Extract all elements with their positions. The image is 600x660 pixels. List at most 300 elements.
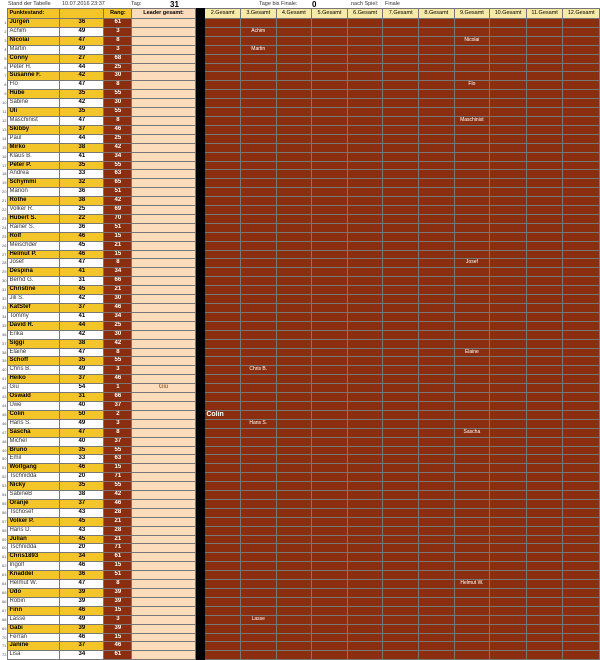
gesamt-cell[interactable] [526, 99, 562, 108]
leader-cell[interactable] [132, 259, 195, 268]
gesamt-cell[interactable] [454, 491, 490, 500]
player-rank[interactable]: 21 [104, 535, 132, 544]
gesamt-cell[interactable] [490, 304, 527, 313]
gesamt-cell[interactable] [418, 366, 454, 375]
player-name[interactable]: Hans S. [8, 419, 60, 428]
player-points[interactable]: 45 [60, 241, 104, 250]
gesamt-cell[interactable] [347, 473, 383, 482]
gesamt-cell[interactable] [418, 206, 454, 215]
gesamt-cell[interactable] [418, 624, 454, 633]
gesamt-cell[interactable] [347, 161, 383, 170]
gesamt-cell[interactable] [454, 304, 490, 313]
gesamt-cell[interactable] [454, 544, 490, 553]
player-points[interactable]: 34 [60, 651, 104, 660]
gesamt-cell[interactable] [418, 526, 454, 535]
gesamt-cell[interactable] [563, 597, 600, 606]
gesamt-cell[interactable] [383, 72, 419, 81]
leader-cell[interactable] [132, 19, 195, 28]
gesamt-cell[interactable] [205, 179, 241, 188]
gesamt-cell[interactable] [276, 508, 312, 517]
player-rank[interactable]: 25 [104, 134, 132, 143]
gesamt-cell[interactable] [312, 491, 348, 500]
gesamt-cell[interactable] [276, 108, 312, 117]
player-name[interactable]: Colin [8, 410, 60, 419]
gesamt-cell[interactable] [312, 348, 348, 357]
gesamt-cell[interactable] [205, 330, 241, 339]
gesamt-cell[interactable] [276, 491, 312, 500]
gesamt-cell[interactable] [383, 642, 419, 651]
gesamt-cell[interactable]: Flo [454, 81, 490, 90]
gesamt-cell[interactable] [383, 197, 419, 206]
gesamt-cell[interactable] [418, 179, 454, 188]
player-points[interactable]: 38 [60, 143, 104, 152]
gesamt-cell[interactable] [240, 491, 276, 500]
gesamt-cell[interactable] [276, 633, 312, 642]
gesamt-cell[interactable] [383, 27, 419, 36]
gesamt-cell[interactable] [526, 589, 562, 598]
gesamt-cell[interactable] [454, 606, 490, 615]
player-points[interactable]: 33 [60, 455, 104, 464]
gesamt-cell[interactable] [347, 535, 383, 544]
player-rank[interactable]: 42 [104, 143, 132, 152]
player-points[interactable]: 46 [60, 232, 104, 241]
gesamt-cell[interactable] [383, 597, 419, 606]
player-name[interactable]: Schymmi [8, 179, 60, 188]
gesamt-cell[interactable] [276, 401, 312, 410]
leader-cell[interactable] [132, 268, 195, 277]
gesamt-cell[interactable] [347, 312, 383, 321]
gesamt-cell[interactable] [205, 143, 241, 152]
gesamt-cell[interactable] [347, 223, 383, 232]
player-points[interactable]: 46 [60, 606, 104, 615]
gesamt-cell[interactable] [490, 642, 527, 651]
leader-cell[interactable] [132, 321, 195, 330]
gesamt-cell[interactable] [563, 268, 600, 277]
gesamt-cell[interactable] [276, 553, 312, 562]
gesamt-cell[interactable] [563, 45, 600, 54]
gesamt-cell[interactable] [383, 321, 419, 330]
gesamt-cell[interactable] [418, 428, 454, 437]
gesamt-cell[interactable] [347, 366, 383, 375]
gesamt-cell[interactable] [454, 597, 490, 606]
gesamt-cell[interactable] [383, 499, 419, 508]
player-points[interactable]: 35 [60, 357, 104, 366]
gesamt-cell[interactable] [205, 455, 241, 464]
gesamt-cell[interactable] [563, 241, 600, 250]
gesamt-cell[interactable] [563, 259, 600, 268]
gesamt-cell[interactable] [563, 19, 600, 28]
gesamt-cell[interactable] [383, 580, 419, 589]
leader-cell[interactable] [132, 304, 195, 313]
gesamt-cell[interactable] [490, 108, 527, 117]
player-rank[interactable]: 70 [104, 214, 132, 223]
player-points[interactable]: 45 [60, 535, 104, 544]
player-name[interactable]: Achim [8, 27, 60, 36]
player-points[interactable]: 43 [60, 526, 104, 535]
gesamt-cell[interactable] [490, 116, 527, 125]
gesamt-cell[interactable] [276, 499, 312, 508]
player-points[interactable]: 36 [60, 571, 104, 580]
gesamt-cell[interactable] [205, 428, 241, 437]
gesamt-cell[interactable] [526, 54, 562, 63]
player-points[interactable]: 31 [60, 277, 104, 286]
gesamt-cell[interactable] [454, 90, 490, 99]
gesamt-cell[interactable] [490, 223, 527, 232]
leader-cell[interactable] [132, 214, 195, 223]
gesamt-cell[interactable] [312, 606, 348, 615]
player-name[interactable]: Marion [8, 188, 60, 197]
gesamt-cell[interactable] [526, 410, 562, 419]
gesamt-cell[interactable] [205, 482, 241, 491]
gesamt-cell[interactable] [454, 197, 490, 206]
player-points[interactable]: 37 [60, 304, 104, 313]
gesamt-cell[interactable] [205, 90, 241, 99]
gesamt-cell[interactable] [312, 535, 348, 544]
gesamt-cell[interactable] [490, 90, 527, 99]
gesamt-cell[interactable] [418, 419, 454, 428]
gesamt-cell[interactable] [454, 206, 490, 215]
leader-cell[interactable] [132, 562, 195, 571]
leader-cell[interactable] [132, 161, 195, 170]
gesamt-cell[interactable] [418, 268, 454, 277]
leader-cell[interactable] [132, 348, 195, 357]
gesamt-cell[interactable] [347, 99, 383, 108]
gesamt-cell[interactable] [490, 508, 527, 517]
gesamt-cell[interactable] [563, 455, 600, 464]
gesamt-cell[interactable] [276, 624, 312, 633]
gesamt-cell[interactable] [205, 108, 241, 117]
gesamt-cell[interactable] [276, 366, 312, 375]
gesamt-cell[interactable] [526, 446, 562, 455]
gesamt-cell[interactable] [205, 615, 241, 624]
gesamt-cell[interactable] [418, 330, 454, 339]
player-name[interactable]: Bernd G. [8, 277, 60, 286]
leader-cell[interactable] [132, 393, 195, 402]
gesamt-cell[interactable] [526, 197, 562, 206]
gesamt-cell[interactable] [563, 633, 600, 642]
gesamt-cell[interactable] [418, 464, 454, 473]
player-name[interactable]: Oswald [8, 393, 60, 402]
gesamt-cell[interactable] [347, 72, 383, 81]
player-points[interactable]: 46 [60, 633, 104, 642]
gesamt-cell[interactable] [454, 553, 490, 562]
gesamt-cell[interactable] [276, 615, 312, 624]
leader-cell[interactable] [132, 482, 195, 491]
gesamt-cell[interactable] [347, 401, 383, 410]
gesamt-cell[interactable] [347, 455, 383, 464]
player-rank[interactable]: 3 [104, 45, 132, 54]
player-points[interactable]: 31 [60, 393, 104, 402]
gesamt-cell[interactable] [240, 348, 276, 357]
gesamt-cell[interactable] [240, 624, 276, 633]
gesamt-cell[interactable] [312, 99, 348, 108]
gesamt-cell[interactable] [490, 206, 527, 215]
gesamt-cell[interactable] [490, 295, 527, 304]
gesamt-cell[interactable] [312, 473, 348, 482]
gesamt-cell[interactable] [240, 241, 276, 250]
gesamt-cell[interactable] [490, 188, 527, 197]
gesamt-cell[interactable] [526, 535, 562, 544]
player-rank[interactable]: 68 [104, 54, 132, 63]
gesamt-cell[interactable] [526, 268, 562, 277]
gesamt-cell[interactable] [454, 366, 490, 375]
gesamt-cell[interactable] [205, 366, 241, 375]
gesamt-cell[interactable] [312, 553, 348, 562]
gesamt-cell[interactable] [312, 339, 348, 348]
gesamt-cell[interactable] [205, 553, 241, 562]
gesamt-cell[interactable] [205, 223, 241, 232]
gesamt-cell[interactable] [454, 330, 490, 339]
gesamt-cell[interactable] [205, 606, 241, 615]
gesamt-cell[interactable] [312, 384, 348, 393]
gesamt-cell[interactable] [312, 27, 348, 36]
leader-cell[interactable] [132, 134, 195, 143]
gesamt-cell[interactable] [563, 250, 600, 259]
gesamt-cell[interactable] [347, 116, 383, 125]
gesamt-cell[interactable] [563, 36, 600, 45]
gesamt-cell[interactable] [383, 553, 419, 562]
gesamt-cell[interactable] [454, 615, 490, 624]
gesamt-cell[interactable] [526, 633, 562, 642]
gesamt-cell[interactable] [347, 562, 383, 571]
player-name[interactable]: Elaine [8, 348, 60, 357]
gesamt-cell[interactable] [383, 179, 419, 188]
gesamt-cell[interactable] [383, 45, 419, 54]
player-rank[interactable]: 34 [104, 268, 132, 277]
gesamt-cell[interactable] [276, 464, 312, 473]
gesamt-cell[interactable] [240, 401, 276, 410]
gesamt-cell[interactable] [563, 606, 600, 615]
gesamt-cell[interactable] [240, 357, 276, 366]
gesamt-cell[interactable] [383, 250, 419, 259]
player-name[interactable]: Peter H. [8, 63, 60, 72]
player-name[interactable]: Chris B. [8, 366, 60, 375]
gesamt-cell[interactable] [563, 589, 600, 598]
gesamt-cell[interactable] [312, 571, 348, 580]
player-rank[interactable]: 34 [104, 152, 132, 161]
gesamt-cell[interactable] [240, 508, 276, 517]
gesamt-cell[interactable] [526, 250, 562, 259]
gesamt-cell[interactable] [418, 81, 454, 90]
player-rank[interactable]: 34 [104, 312, 132, 321]
gesamt-cell[interactable] [205, 197, 241, 206]
gesamt-cell[interactable] [490, 161, 527, 170]
gesamt-cell[interactable] [383, 134, 419, 143]
gesamt-cell[interactable] [312, 330, 348, 339]
gesamt-cell[interactable] [383, 633, 419, 642]
gesamt-cell[interactable] [347, 241, 383, 250]
gesamt-cell[interactable] [526, 464, 562, 473]
gesamt-cell[interactable] [383, 268, 419, 277]
gesamt-cell[interactable] [526, 419, 562, 428]
gesamt-cell[interactable] [526, 108, 562, 117]
gesamt-cell[interactable] [205, 491, 241, 500]
player-rank[interactable]: 8 [104, 580, 132, 589]
gesamt-cell[interactable] [205, 473, 241, 482]
gesamt-cell[interactable] [312, 170, 348, 179]
gesamt-cell[interactable] [312, 63, 348, 72]
gesamt-cell[interactable] [347, 375, 383, 384]
gesamt-cell[interactable] [312, 357, 348, 366]
gesamt-cell[interactable] [205, 312, 241, 321]
gesamt-cell[interactable] [490, 401, 527, 410]
gesamt-cell[interactable] [490, 45, 527, 54]
gesamt-cell[interactable] [276, 72, 312, 81]
player-name[interactable]: Mirko [8, 143, 60, 152]
gesamt-cell[interactable] [563, 517, 600, 526]
player-rank[interactable]: 15 [104, 250, 132, 259]
player-name[interactable]: Christine [8, 286, 60, 295]
gesamt-cell[interactable] [490, 36, 527, 45]
gesamt-cell[interactable] [563, 27, 600, 36]
gesamt-cell[interactable] [276, 437, 312, 446]
player-rank[interactable]: 61 [104, 651, 132, 660]
player-points[interactable]: 37 [60, 499, 104, 508]
gesamt-cell[interactable] [240, 161, 276, 170]
player-name[interactable]: Rothe [8, 197, 60, 206]
gesamt-cell[interactable] [205, 562, 241, 571]
player-name[interactable]: Heiko [8, 375, 60, 384]
gesamt-cell[interactable] [240, 214, 276, 223]
leader-cell[interactable] [132, 357, 195, 366]
gesamt-cell[interactable] [563, 473, 600, 482]
player-name[interactable]: Lasse [8, 615, 60, 624]
gesamt-cell[interactable] [563, 108, 600, 117]
gesamt-cell[interactable] [347, 45, 383, 54]
gesamt-cell[interactable] [383, 232, 419, 241]
gesamt-cell[interactable] [383, 99, 419, 108]
gesamt-cell[interactable] [312, 108, 348, 117]
player-points[interactable]: 42 [60, 295, 104, 304]
player-points[interactable]: 42 [60, 330, 104, 339]
gesamt-cell[interactable] [563, 580, 600, 589]
player-rank[interactable]: 15 [104, 562, 132, 571]
player-name[interactable]: Wolfgang [8, 464, 60, 473]
player-rank[interactable]: 55 [104, 161, 132, 170]
gesamt-cell[interactable] [276, 36, 312, 45]
gesamt-cell[interactable] [240, 437, 276, 446]
gesamt-cell[interactable] [205, 393, 241, 402]
player-points[interactable]: 39 [60, 624, 104, 633]
player-points[interactable]: 39 [60, 589, 104, 598]
gesamt-cell[interactable] [454, 161, 490, 170]
gesamt-cell[interactable] [312, 321, 348, 330]
gesamt-cell[interactable] [383, 54, 419, 63]
player-rank[interactable]: 46 [104, 499, 132, 508]
gesamt-cell[interactable] [526, 393, 562, 402]
gesamt-cell[interactable] [347, 259, 383, 268]
gesamt-cell[interactable] [454, 473, 490, 482]
gesamt-cell[interactable] [418, 544, 454, 553]
gesamt-cell[interactable] [418, 72, 454, 81]
gesamt-cell[interactable] [276, 63, 312, 72]
leader-cell[interactable] [132, 125, 195, 134]
gesamt-cell[interactable] [526, 508, 562, 517]
gesamt-cell[interactable]: Lasse [240, 615, 276, 624]
leader-cell[interactable] [132, 464, 195, 473]
gesamt-cell[interactable] [454, 108, 490, 117]
gesamt-cell[interactable] [418, 571, 454, 580]
gesamt-cell[interactable] [418, 259, 454, 268]
gesamt-cell[interactable] [418, 188, 454, 197]
gesamt-cell[interactable] [312, 482, 348, 491]
gesamt-cell[interactable] [347, 419, 383, 428]
player-points[interactable]: 49 [60, 27, 104, 36]
gesamt-cell[interactable] [490, 446, 527, 455]
gesamt-cell[interactable] [240, 36, 276, 45]
player-points[interactable]: 25 [60, 206, 104, 215]
gesamt-cell[interactable] [383, 589, 419, 598]
gesamt-cell[interactable] [276, 562, 312, 571]
gesamt-cell[interactable] [240, 134, 276, 143]
gesamt-cell[interactable] [347, 214, 383, 223]
gesamt-cell[interactable] [276, 535, 312, 544]
gesamt-cell[interactable] [490, 410, 527, 419]
gesamt-cell[interactable] [526, 19, 562, 28]
gesamt-cell[interactable] [383, 116, 419, 125]
gesamt-cell[interactable] [383, 464, 419, 473]
leader-cell[interactable] [132, 571, 195, 580]
gesamt-cell[interactable] [490, 348, 527, 357]
gesamt-cell[interactable] [563, 544, 600, 553]
gesamt-cell[interactable] [312, 125, 348, 134]
gesamt-cell[interactable] [276, 321, 312, 330]
leader-cell[interactable] [132, 553, 195, 562]
player-rank[interactable]: 55 [104, 108, 132, 117]
gesamt-cell[interactable] [276, 134, 312, 143]
gesamt-cell[interactable] [240, 250, 276, 259]
player-rank[interactable]: 71 [104, 544, 132, 553]
gesamt-cell[interactable] [563, 197, 600, 206]
gesamt-cell[interactable] [418, 241, 454, 250]
gesamt-cell[interactable] [490, 63, 527, 72]
player-points[interactable]: 35 [60, 446, 104, 455]
player-points[interactable]: 47 [60, 81, 104, 90]
gesamt-cell[interactable] [383, 36, 419, 45]
gesamt-cell[interactable] [240, 464, 276, 473]
gesamt-cell[interactable] [418, 633, 454, 642]
gesamt-cell[interactable] [454, 27, 490, 36]
gesamt-cell[interactable]: Sascha [454, 428, 490, 437]
gesamt-cell[interactable] [312, 589, 348, 598]
gesamt-cell[interactable] [563, 170, 600, 179]
player-points[interactable]: 46 [60, 562, 104, 571]
gesamt-cell[interactable] [205, 375, 241, 384]
player-points[interactable]: 47 [60, 116, 104, 125]
gesamt-cell[interactable] [383, 161, 419, 170]
gesamt-cell[interactable] [312, 277, 348, 286]
gesamt-cell[interactable] [205, 19, 241, 28]
gesamt-cell[interactable] [383, 81, 419, 90]
gesamt-cell[interactable] [347, 143, 383, 152]
gesamt-cell[interactable] [205, 642, 241, 651]
gesamt-cell[interactable] [490, 473, 527, 482]
gesamt-cell[interactable] [347, 36, 383, 45]
gesamt-cell[interactable] [312, 419, 348, 428]
player-rank[interactable]: 63 [104, 170, 132, 179]
gesamt-cell[interactable] [490, 81, 527, 90]
player-name[interactable]: Janine [8, 642, 60, 651]
gesamt-cell[interactable] [312, 580, 348, 589]
gesamt-cell[interactable] [347, 624, 383, 633]
gesamt-cell[interactable] [347, 553, 383, 562]
gesamt-cell[interactable] [347, 384, 383, 393]
gesamt-cell[interactable] [454, 455, 490, 464]
gesamt-cell[interactable] [240, 321, 276, 330]
player-name[interactable]: Nicolai [8, 36, 60, 45]
gesamt-cell[interactable] [276, 250, 312, 259]
gesamt-cell[interactable] [418, 108, 454, 117]
